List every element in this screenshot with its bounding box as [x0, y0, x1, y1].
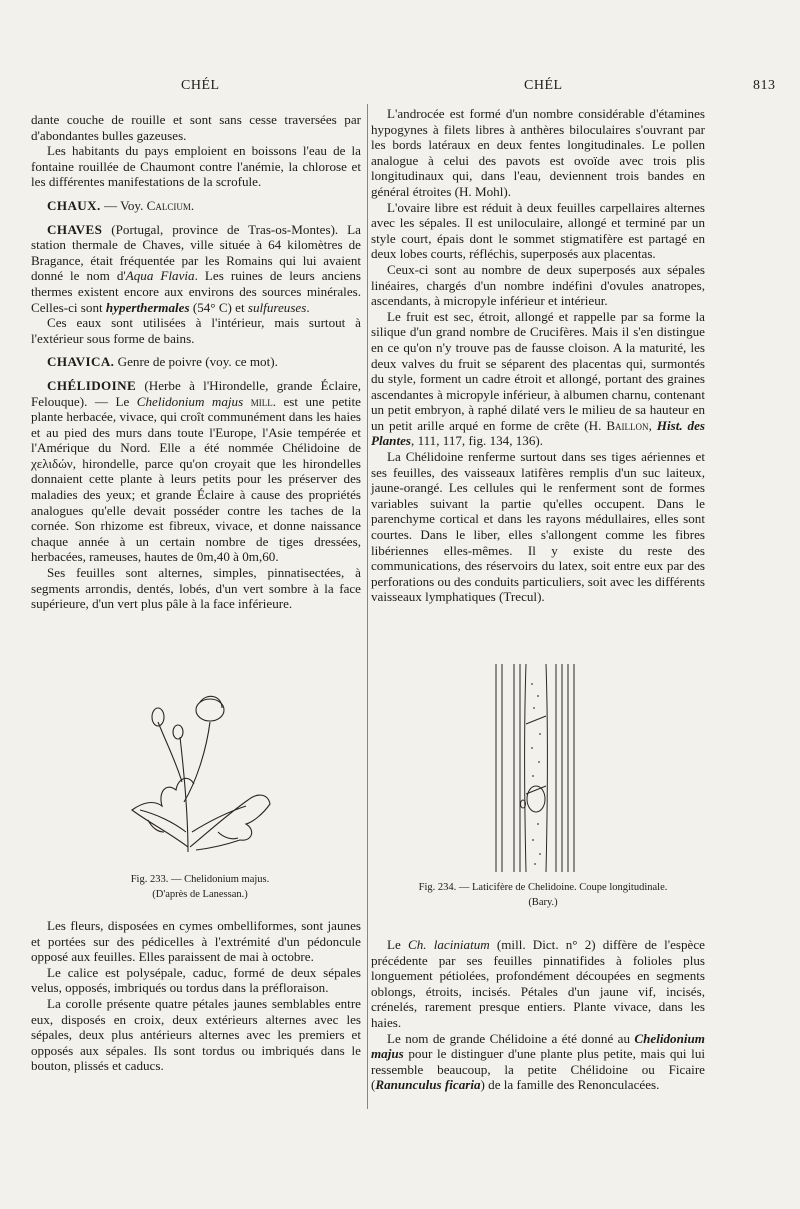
paragraph-calyx: Le calice est polysépale, caduc, formé de deux sépales velus, opposés, imbriqués ou tordus dans la préfloraison. [31, 964, 361, 996]
paragraph-laciniatum [371, 937, 705, 1031]
figure-233-caption: Fig. 233. — Chelidonium majus. [130, 874, 270, 885]
paragraph-androcee: L'androcée est formé d'un nombre considérable d'étamines hypogynes à filets libres à anthères biloculaires s'ouvrant par les bords latéraux en deux fentes longitudinales. Le pollen analogue à celui des pavots est ovoïde avec trois plis longitudinaux qui, dans l'eau, deviennent trois bandes en général étroites (H. Mohl). [371, 106, 705, 199]
figure-laticifer-section [486, 664, 576, 872]
paragraph-flowers: Les fleurs, disposées en cymes ombelliformes, sont jaunes et portées sur des pédicelles à l'extrémité d'un pédoncule opposé aux feuilles. Elles paraissent de mai à octobre. [31, 918, 361, 965]
latin-name: Chelidonium majus [136, 393, 244, 409]
figure-234-caption-block [398, 880, 688, 910]
column-divider [367, 104, 368, 1109]
paragraph-text: ) de la famille des Renonculacées. [480, 1077, 660, 1093]
work-title: Hist. des Plantes [371, 417, 706, 449]
paragraph-ovaire: L'ovaire libre est réduit à deux feuilles carpellaires alternes avec les sépales. Il est uniloculaire, allongé et terminé par un style court, épais dont le sommet stigmatifère est partagé en deux lobes courts, réfléchis, superposés aux placentas. [371, 199, 705, 262]
paragraph-text: Le nom de grande Chélidoine a été donné au [387, 1030, 635, 1046]
entry-head-chelidoine: CHÉLIDOINE [47, 377, 137, 393]
paragraph-text: (mill. Dict. n° 2) diffère de l'espèce précédente par ses feuilles pinnatifides à folioles plus longuement pétiolées, profondément découpées en segments oblongs, étroits, incisés. Pétales d'un jaune vif, incisés, crénelés, rarement presque entiers. Plante vivace, dans les haies. [371, 937, 705, 1030]
entry-head-chavica: CHAVICA. [47, 354, 115, 370]
left-column-bottom [31, 918, 361, 1074]
latin-name: Aqua Flavia [125, 268, 195, 284]
figure-233-source: (D'après de Lanessan.) [152, 889, 248, 900]
header-right-word: CHÉL [524, 78, 563, 93]
paragraph-text: pour le distinguer d'une plante plus petite, mais qui lui ressemble beaucoup, la petite Chélidoine ou Ficaire ( [371, 1046, 705, 1093]
paragraph-chaumont: Les habitants du pays emploient en boissons l'eau de la fontaine rouillée de Chaumont contre l'anémie, la chlorose et les différentes manifestations de la scrofule. [31, 143, 361, 190]
entry-chelidoine [31, 378, 361, 565]
figure-chelidonium-plant [118, 682, 283, 862]
emphasis: sulfureuses [247, 299, 307, 315]
entry-head-chaves: CHAVES [47, 221, 103, 237]
figure-233-caption-block [100, 872, 300, 902]
right-column-bottom [371, 937, 705, 1093]
paragraph-text: , 111, 117, fig. 134, 136). [411, 433, 544, 449]
paragraph-placentas: Ceux-ci sont au nombre de deux superposés aux sépales linéaires, chargés d'un nombre indéfini d'ovules anatropes, ascendants, à micropyle inférieur et intérieur. [371, 261, 705, 309]
entry-head-chaux: CHAUX. [47, 197, 101, 213]
running-header [0, 78, 800, 102]
paragraph-text: Le [387, 937, 408, 952]
page-number: 813 [753, 78, 776, 93]
entry-chaves [31, 222, 361, 316]
entry-chaux [31, 198, 361, 214]
paragraph-text: , [648, 417, 657, 433]
latin-name: Ch. laciniatum [407, 937, 490, 952]
entry-text: (Portugal, province de Tras-os-Montes). La station thermale de Chaves, ville située à 64 kilomètres de Bragance, était fréquentée par les Romains qui lui avaient donné le nom d' [31, 221, 361, 284]
entry-text: . [306, 299, 310, 315]
figure-234-source: (Bary.) [528, 897, 558, 908]
entry-text: . Les ruines de leurs anciens thermes existent encore aux environs des sources minérales. Celles-ci sont [31, 268, 361, 315]
header-left-word: CHÉL [181, 78, 220, 93]
paragraph-text: Le fruit est sec, étroit, allongé et rappelle par sa forme la silique d'un grand nombre de Crucifères. Mais il s'en distingue en ce qu'on n'y trouve pas de fausse cloison. A la maturité, les deux valves du fruit se séparent des placentas qui, surmontés du style, forment un cadre étroit et allongé, portant des graines ascendantes à micropyle inférieur, à albumen charnu, contenant un petit embryon, à raphé dilaté vers le milieu de sa hauteur en un petit arille arqué en forme de crête (H. [371, 308, 705, 433]
left-column [31, 112, 361, 612]
latin-name: Chelidonium majus [371, 1030, 705, 1062]
paragraph-fruit [371, 309, 705, 449]
emphasis: hyperthermales [105, 299, 190, 315]
right-column [371, 106, 705, 605]
cross-reference: Calcium. [146, 197, 195, 213]
entry-text: (Herbe à l'Hirondelle, grande Éclaire, Felouque). — Le [31, 377, 361, 409]
figure-234-caption: Fig. 234. — Laticifère de Chelidoine. Coupe longitudinale. [418, 882, 668, 893]
author-name: Baillon [606, 417, 649, 433]
author-abbrev: mill. [243, 393, 276, 409]
paragraph-chaves-use: Ces eaux sont utilisées à l'intérieur, mais surtout à l'extérieur sous forme de bains. [31, 315, 361, 346]
latin-name: Ranunculus ficaria [375, 1077, 481, 1093]
entry-text: est une petite plante herbacée, vivace, qui croît communément dans les haies et au pied des murs dans toute l'Europe, l'Asie tempérée et l'Amérique du Nord. Elle a été nommée Chélidoine de χελιδών, hirondelle, parce qu'on croyait que les hirondelles donnaient cette plante à leurs petits pour les préserver des maladies des yeux; et grande Éclaire à cause des propriétés analogues qu'elle devait posséder contre les taches de la cornée. Son rhizome est fibreux, vivace, et donne naissance chaque année à un certain nombre de tiges dressées, herbacées, rameuses, hautes de 0m,40 à 0m,60. [31, 393, 361, 565]
paragraph-name-origin [371, 1031, 705, 1093]
entry-text: Genre de poivre (voy. ce mot). [114, 354, 278, 370]
entry-text: — Voy. [100, 197, 147, 213]
paragraph-corolla: La corolle présente quatre pétales jaunes semblables entre eux, disposés en croix, deux extérieurs alternes avec les sépales, deux plus antérieurs alternes avec les premiers et opposés aux sépales. Ils sont tordus ou imbriqués dans le bouton, plissés et caducs. [31, 995, 361, 1074]
entry-text: (54° C) et [189, 299, 248, 315]
paragraph-latex: La Chélidoine renferme surtout dans ses tiges aériennes et ses feuilles, des vaisseaux latifères remplis d'un suc laiteux, jaune-orangé. Les cellules qui le renferment sont de formes variables suivant la partie qu'elles occupent. Dans le parenchyme cortical et dans les rayons médullaires, elles sont courtes. Dans le liber, elles s'allongent comme les fibres libériennes elles-mêmes. Il y existe du reste des communications, des réservoirs du latex, soit entre eux par des perforations ou des conduits particuliers, soit avec les différents vaisseaux lymphatiques (Trecul). [371, 449, 705, 605]
entry-chavica [31, 354, 361, 370]
paragraph-leaves: Ses feuilles sont alternes, simples, pinnatisectées, à segments arrondis, dentés, lobés, d'un vert sombre à la face supérieure, d'un vert plus pâle à la face inférieure. [31, 565, 361, 612]
paragraph-continuation: dante couche de rouille et sont sans cesse traversées par d'abondantes bulles gazeuses. [31, 112, 361, 143]
